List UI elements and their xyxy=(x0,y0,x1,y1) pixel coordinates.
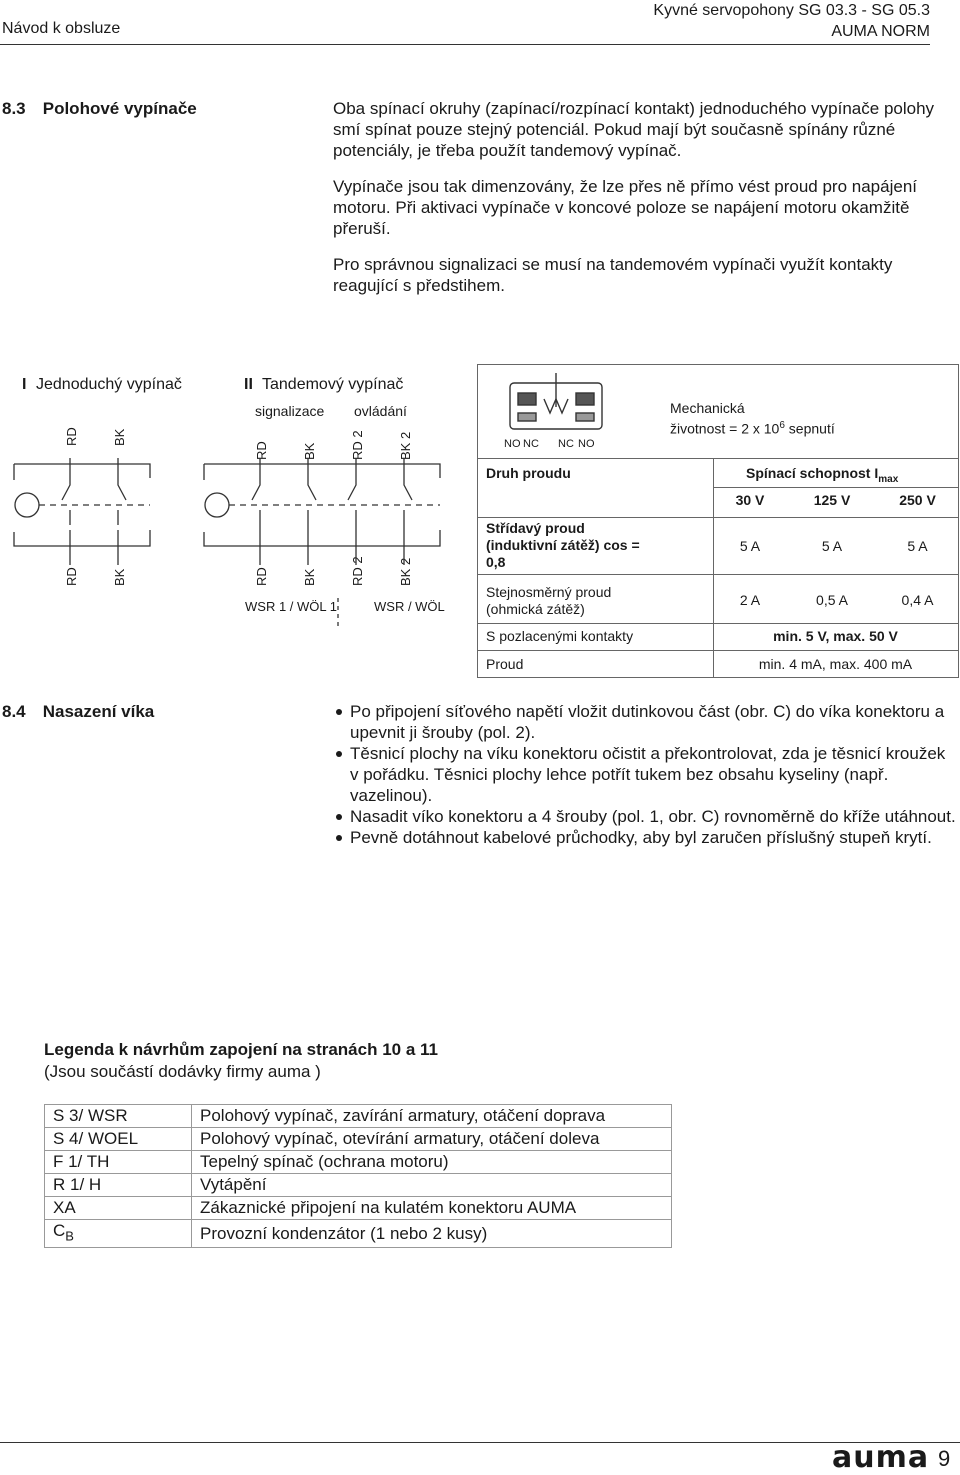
voltage-header: 30 V xyxy=(735,492,765,508)
current-label: Proud xyxy=(486,656,524,672)
dc-row-values xyxy=(713,592,958,608)
tandem-top-label: RD 2 xyxy=(350,430,365,460)
capacity-header: Spínací schopnost $I_{max}$ xyxy=(746,465,899,485)
legend-title: Legenda k návrhům zapojení na stranách 10 a 11 xyxy=(44,1040,438,1059)
contact-label: NO xyxy=(504,438,521,450)
contact-label: NO xyxy=(578,438,595,450)
footer-divider xyxy=(0,1442,960,1443)
legend-subtitle: (Jsou součástí dodávky firmy auma ) xyxy=(44,1062,321,1081)
ac-row-values xyxy=(713,538,958,554)
contact-label: NC xyxy=(558,438,574,450)
tandem-top-label: RD xyxy=(254,441,269,460)
list-item: Těsnicí plochy na víku konektoru očistit a překontrolovat, zda je těsnicí kroužek v pořádku. Těsnici plochy lehce potřít tukem bez obsahu kyseliny (např. vazelinou). xyxy=(333,743,958,806)
tandem-bottom-label: BK xyxy=(302,568,317,586)
contact-label: NC xyxy=(523,438,539,450)
switch-rating-panel xyxy=(477,364,959,678)
tandem-roman: II xyxy=(244,376,253,393)
single-title: Jednoduchý vypínač xyxy=(36,376,182,393)
legend-table xyxy=(44,1104,672,1248)
single-actuator-icon xyxy=(15,493,39,517)
legend-code: XA xyxy=(45,1197,192,1220)
mechanical-label: Mechanická xyxy=(670,400,745,416)
legend-desc: Tepelný spínač (ochrana motoru) xyxy=(192,1151,672,1174)
section-number: 8.3 xyxy=(2,99,26,118)
voltage-header-row xyxy=(713,492,958,508)
table-row xyxy=(45,1151,672,1174)
gold-contacts-label: S pozlacenými kontakty xyxy=(486,628,634,644)
ac-row-label: Střídavý proud (induktivní zátěž) cos = 0,8 xyxy=(486,520,640,570)
table-cell: 5 A xyxy=(821,538,843,554)
legend-desc: Provozní kondenzátor (1 nebo 2 kusy) xyxy=(192,1220,672,1248)
tandem-title: Tandemový vypínač xyxy=(262,376,404,393)
tandem-actuator-icon xyxy=(205,493,229,517)
paragraph: Vypínače jsou tak dimenzovány, že lze přes ně přímo vést proud pro napájení motoru. Při aktivaci vypínače v koncové poloze se napájení motoru okamžitě přeruší. xyxy=(333,177,917,238)
product-title xyxy=(653,0,930,42)
current-value: min. 4 mA, max. 400 mA xyxy=(758,656,913,672)
mechanical-value: životnost = 2 x $10^6$ sepnutí xyxy=(670,420,835,437)
legend-desc: Polohový vypínač, zavírání armatury, otáčení doprava xyxy=(192,1105,672,1128)
legend-code: S 3/ WSR xyxy=(45,1105,192,1128)
single-roman: I xyxy=(22,376,27,393)
tandem-bottom-label: RD xyxy=(254,567,269,586)
tandem-top-label: BK xyxy=(302,442,317,460)
dc-row-label: Stejnosměrný proud (ohmická zátěž) xyxy=(486,584,612,617)
voltage-header: 250 V xyxy=(899,492,936,508)
section-8-3-heading xyxy=(2,99,197,119)
single-top-label: RD xyxy=(64,427,79,446)
single-bottom-label: RD xyxy=(64,567,79,586)
paragraph: Oba spínací okruhy (zapínací/rozpínací kontakt) jednoduchého vypínače polohy smí spínat pouze stejný potenciál. Pokud mají být současně spínány různé potenciály, je třeba použít tandemový vypínač. xyxy=(333,99,935,160)
product-line-1: Kyvné servopohony SG 03.3 - SG 05.3 xyxy=(653,2,930,19)
list-item: Po připojení síťového napětí vložit dutinkovou část (obr. C) do víka konektoru a upevnit ji šrouby (pol. 2). xyxy=(333,701,958,743)
table-row xyxy=(45,1105,672,1128)
tandem-control-label: ovládání xyxy=(354,403,407,419)
section-8-4-heading xyxy=(2,702,154,722)
tandem-top-label: BK 2 xyxy=(398,431,413,460)
list-item: Nasadit víko konektoru a 4 šrouby (pol. 1, obr. C) rovnoměrně do kříže utáhnout. xyxy=(333,806,958,827)
legend-code: R 1/ H xyxy=(45,1174,192,1197)
list-item: Pevně dotáhnout kabelové průchodky, aby byl zaručen příslušný stupeň krytí. xyxy=(333,827,958,848)
legend-desc: Polohový vypínač, otevírání armatury, otáčení doleva xyxy=(192,1128,672,1151)
auma-logo: auma xyxy=(832,1440,930,1475)
table-cell: 5 A xyxy=(739,538,761,554)
document-title: Návod k obsluze xyxy=(2,20,121,37)
legend-desc: Zákaznické připojení na kulatém konektoru AUMA xyxy=(192,1197,672,1220)
legend-desc: Vytápění xyxy=(192,1174,672,1197)
tandem-signal-label: signalizace xyxy=(255,403,325,419)
product-line-2: AUMA NORM xyxy=(831,23,930,40)
legend-code: F 1/ TH xyxy=(45,1151,192,1174)
tandem-bottom-label: RD 2 xyxy=(350,556,365,586)
legend-code: $C_B$ xyxy=(45,1220,192,1248)
legend-code: S 4/ WOEL xyxy=(45,1128,192,1151)
table-cell: 5 A xyxy=(907,538,928,554)
section-8-3-text xyxy=(333,98,955,311)
table-row xyxy=(45,1128,672,1151)
table-row xyxy=(45,1220,672,1248)
switch-wiring-diagram xyxy=(0,360,480,640)
section-number: 8.4 xyxy=(2,702,26,721)
table-cell: 2 A xyxy=(739,592,761,608)
page-number: 9 xyxy=(938,1446,951,1471)
voltage-header: 125 V xyxy=(813,492,851,508)
table-row xyxy=(45,1197,672,1220)
tandem-bottom-right-label: WSR / WÖL xyxy=(374,599,445,614)
single-top-label: BK xyxy=(112,428,127,446)
tandem-bottom-label: BK 2 xyxy=(398,557,413,586)
tandem-bottom-left-label: WSR 1 / WÖL 1 xyxy=(245,599,337,614)
table-cell: 0,4 A xyxy=(901,592,934,608)
section-title: Polohové vypínače xyxy=(42,99,197,118)
table-row xyxy=(45,1174,672,1197)
gold-contacts-value: min. 5 V, max. 50 V xyxy=(773,628,898,644)
table-cell: 0,5 A xyxy=(816,592,848,608)
single-bottom-label: BK xyxy=(112,568,127,586)
header-divider xyxy=(0,44,930,45)
mechanical-life xyxy=(670,399,835,438)
switch-contact-icon xyxy=(496,369,676,459)
section-title: Nasazení víka xyxy=(42,702,155,721)
paragraph: Pro správnou signalizaci se musí na tandemovém vypínači využít kontakty reagující s předstihem. xyxy=(333,255,893,295)
section-8-4-steps xyxy=(333,701,958,848)
current-type-header: Druh proudu xyxy=(486,465,571,481)
